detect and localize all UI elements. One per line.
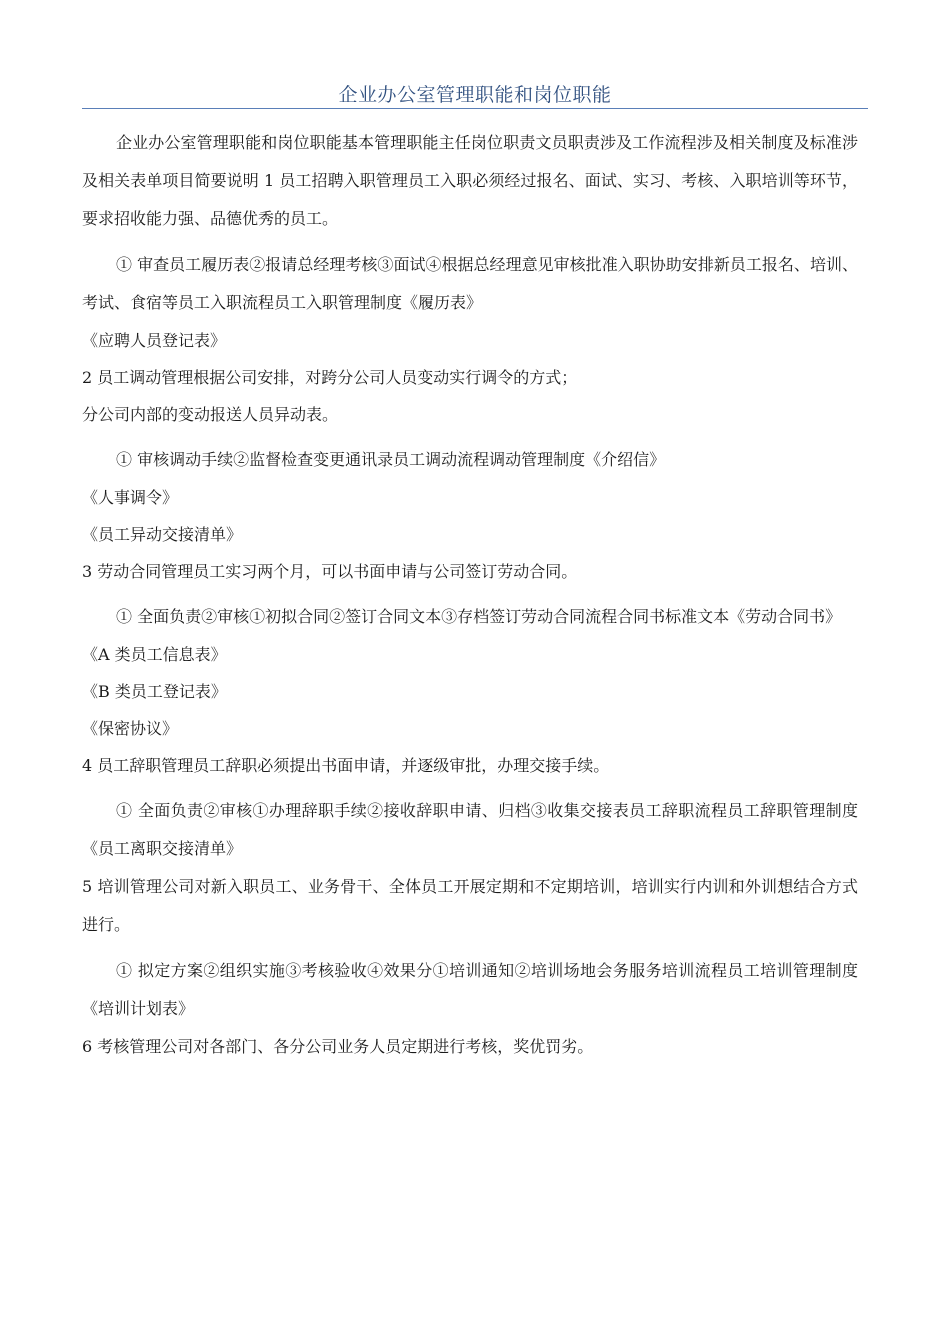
title-underline: [82, 108, 868, 109]
form-item: 《B 类员工登记表》: [82, 682, 227, 701]
paragraph-training-duties: ① 拟定方案②组织实施③考核验收④效果分①培训通知②培训场地会务服务培训流程员工培训管理制度《培训计划表》: [82, 961, 858, 1018]
document-title: 企业办公室管理职能和岗位职能: [338, 84, 612, 106]
paragraph-transfer: 2 员工调动管理根据公司安排，对跨分公司人员变动实行调令的方式；: [82, 368, 578, 387]
paragraph-resignation: 4 员工辞职管理员工辞职必须提出书面申请，并逐级审批，办理交接手续。: [82, 756, 610, 775]
paragraph-hiring-duties: ① 审查员工履历表②报请总经理考核③面试④根据总经理意见审核批准入职协助安排新员工报名、培训、考试、食宿等员工入职流程员工入职管理制度《履历表》: [82, 255, 858, 312]
paragraph-assessment: 6 考核管理公司对各部门、各分公司业务人员定期进行考核，奖优罚劣。: [82, 1037, 594, 1056]
form-item: 《A 类员工信息表》: [82, 645, 227, 664]
paragraph-resignation-duties: ① 全面负责②审核①办理辞职手续②接收辞职申请、归档③收集交接表员工辞职流程员工辞职管理制度《员工离职交接清单》: [82, 801, 858, 858]
paragraph-contract-duties: ① 全面负责②审核①初拟合同②签订合同文本③存档签订劳动合同流程合同书标准文本《劳动合同书》: [116, 607, 842, 626]
paragraph-contract: 3 劳动合同管理员工实习两个月，可以书面申请与公司签订劳动合同。: [82, 562, 578, 581]
form-item: 《应聘人员登记表》: [82, 331, 227, 350]
paragraph-intro: 企业办公室管理职能和岗位职能基本管理职能主任岗位职责文员职责涉及工作流程涉及相关制度及标准涉及相关表单项目简要说明 1 员工招聘入职管理员工入职必须经过报名、面试、实习、考核、入职培训等环节，要求招收能力强、品德优秀的员工。: [82, 133, 858, 228]
paragraph-transfer-duties: ① 审核调动手续②监督检查变更通讯录员工调动流程调动管理制度《介绍信》: [116, 450, 666, 469]
document-body: [82, 124, 858, 1065]
form-item: 《员工异动交接清单》: [82, 525, 243, 544]
paragraph-training: 5 培训管理公司对新入职员工、业务骨干、全体员工开展定期和不定期培训，培训实行内训和外训想结合方式进行。: [82, 877, 858, 934]
paragraph-transfer-branch: 分公司内部的变动报送人员异动表。: [82, 405, 339, 424]
form-item: 《人事调令》: [82, 488, 179, 507]
form-item: 《保密协议》: [82, 719, 179, 738]
